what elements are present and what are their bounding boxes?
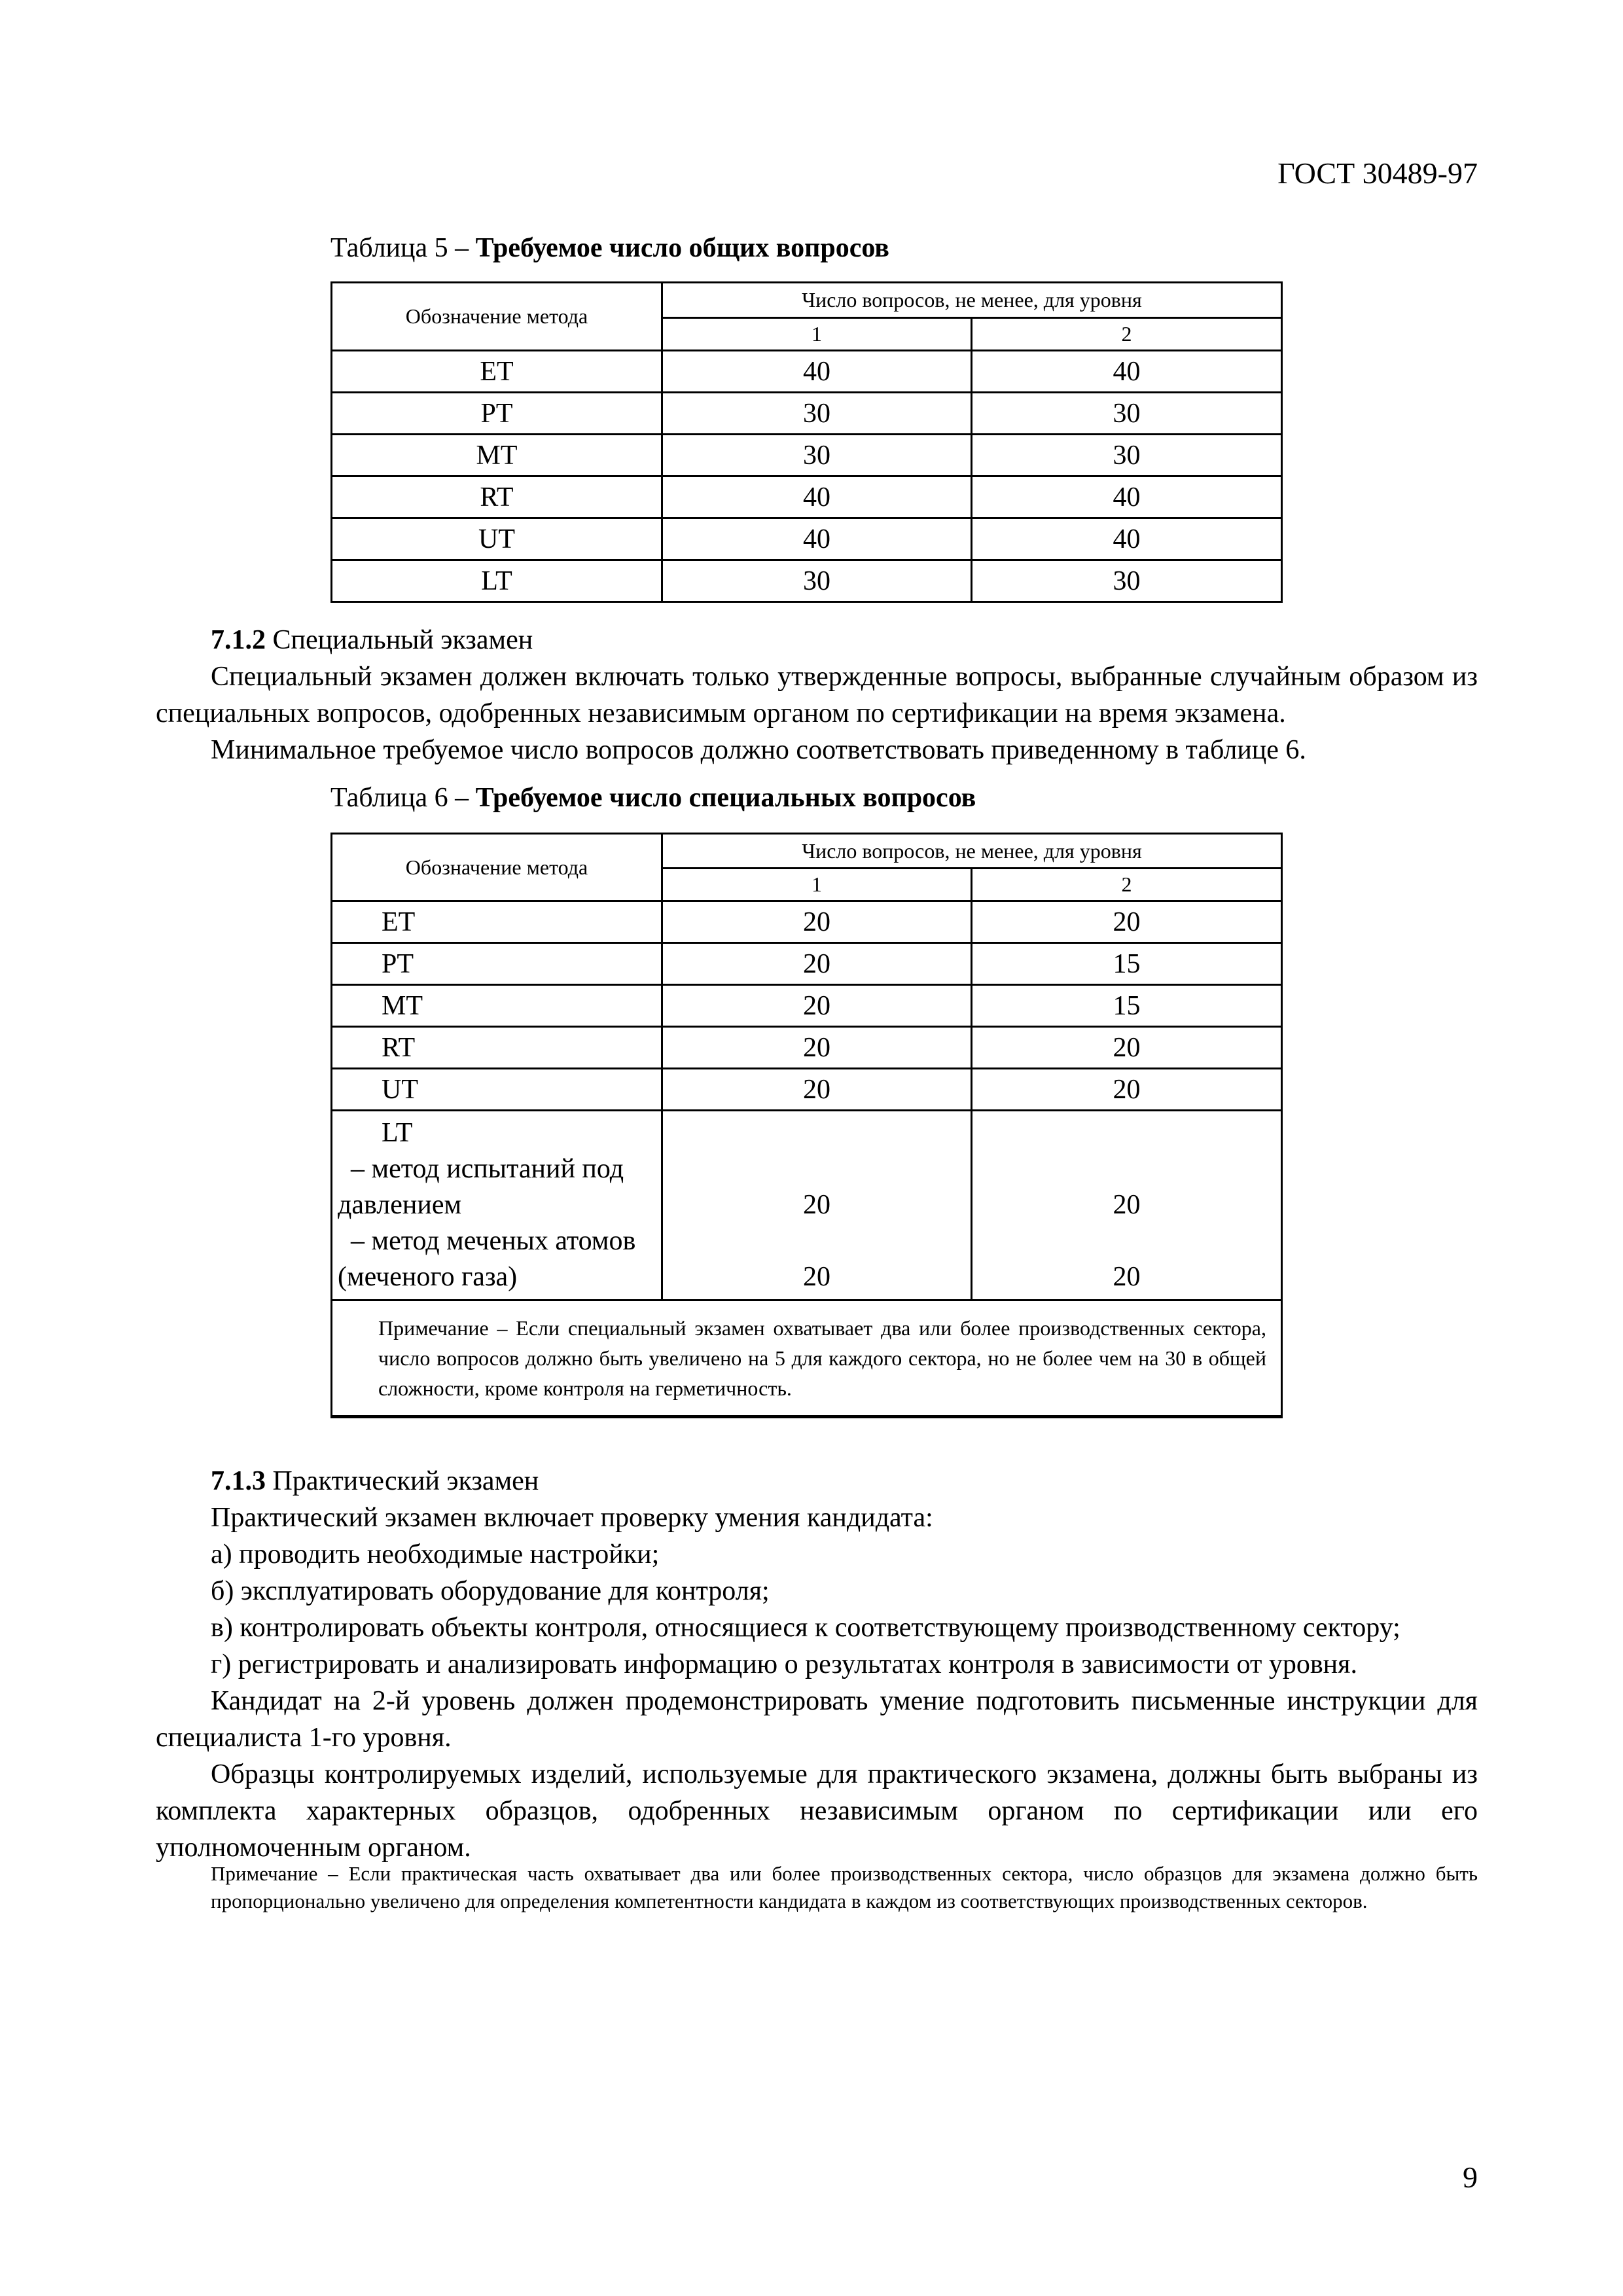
table-row (332, 985, 1282, 1027)
level2-cell: 30 (972, 393, 1282, 435)
table5-header-method: Обозначение метода (332, 283, 662, 351)
table6-header-level1: 1 (662, 869, 972, 901)
section-title: Практический экзамен (272, 1466, 539, 1496)
table5-header-level2: 2 (972, 318, 1282, 351)
table6-header-level2: 2 (972, 869, 1282, 901)
table6 (330, 833, 1283, 1418)
table5-header-level1: 1 (662, 318, 972, 351)
method-cell: UT (332, 1069, 662, 1111)
method-cell (332, 1111, 662, 1300)
value: 20 (803, 1262, 830, 1292)
level1-cell: 30 (662, 393, 972, 435)
table6-header-group: Число вопросов, не менее, для уровня (662, 834, 1282, 869)
level2-cell: 30 (972, 435, 1282, 476)
method-cell: PT (332, 943, 662, 985)
section-number: 7.1.2 (211, 625, 266, 655)
table5-caption-title: Требуемое число общих вопросов (475, 233, 889, 263)
paragraph: Кандидат на 2-й уровень должен продемонстрировать умение подготовить письменные инструкции для специалиста 1-го уровня. (156, 1686, 1478, 1753)
level1-cell (662, 1111, 972, 1300)
list-item: в) контролировать объекты контроля, относящиеся к соответствующему производственному сектору; (211, 1613, 1400, 1643)
table6-note: Примечание – Если специальный экзамен охватывает два или более производственных сектора, число вопросов должно быть увеличено на 5 для каждого сектора, но не более чем на 30 в общей сложности, кроме контроля на герметичность. (332, 1300, 1282, 1417)
level1-cell: 40 (662, 518, 972, 560)
table-row (332, 393, 1282, 435)
list-item: г) регистрировать и анализировать информацию о результатах контроля в зависимости от уровня. (211, 1649, 1357, 1679)
level2-cell: 20 (972, 1069, 1282, 1111)
method-cell: RT (332, 1027, 662, 1069)
method-cell: ET (332, 901, 662, 943)
method-cell: LT (332, 560, 662, 602)
table6-caption (330, 782, 976, 814)
level1-cell: 20 (662, 985, 972, 1027)
table-row (332, 435, 1282, 476)
table-row (332, 560, 1282, 602)
table6-header-method: Обозначение метода (332, 834, 662, 901)
table-row (332, 901, 1282, 943)
table6-caption-title: Требуемое число специальных вопросов (475, 783, 976, 813)
level2-cell: 15 (972, 985, 1282, 1027)
method-lt-sub1: – метод испытаний под давлением (338, 1154, 624, 1220)
level2-cell: 20 (972, 901, 1282, 943)
method-cell: RT (332, 476, 662, 518)
level2-cell: 40 (972, 476, 1282, 518)
method-cell: MT (332, 985, 662, 1027)
table5 (330, 281, 1283, 603)
table-row-lt (332, 1111, 1282, 1300)
table-note-row (332, 1300, 1282, 1417)
method-cell: PT (332, 393, 662, 435)
section-7-1-3 (156, 1463, 1478, 1866)
method-cell: UT (332, 518, 662, 560)
table-row (332, 943, 1282, 985)
level1-cell: 20 (662, 901, 972, 943)
method-lt: LT (382, 1118, 413, 1148)
level1-cell: 30 (662, 560, 972, 602)
method-lt-sub2: – метод меченых атомов (меченого газа) (338, 1226, 636, 1292)
level2-cell: 30 (972, 560, 1282, 602)
paragraph: Практический экзамен включает проверку умения кандидата: (211, 1503, 933, 1533)
section-title: Специальный экзамен (272, 625, 533, 655)
page-number: 9 (1463, 2161, 1478, 2194)
level2-cell: 40 (972, 351, 1282, 393)
table6-caption-prefix: Таблица 6 – (330, 783, 469, 813)
level1-cell: 40 (662, 476, 972, 518)
level2-cell: 15 (972, 943, 1282, 985)
list-item: б) эксплуатировать оборудование для контроля; (211, 1576, 770, 1606)
document-code: ГОСТ 30489-97 (1277, 156, 1478, 190)
table-row (332, 518, 1282, 560)
paragraph: Образцы контролируемых изделий, используемые для практического экзамена, должны быть выбраны из комплекта характерных образцов, одобренных независимым органом по сертификации или его уполномоченным органом. (156, 1759, 1478, 1863)
table5-caption-prefix: Таблица 5 – (330, 233, 469, 263)
section-note: Примечание – Если практическая часть охватывает два или более производственных сектора, число образцов для экзамена должно быть пропорционально увеличено для определения компетентности кандидата в каждом из соответствующих производственных секторов. (211, 1862, 1478, 1912)
paragraph: Минимальное требуемое число вопросов должно соответствовать приведенному в таблице 6. (211, 735, 1306, 765)
table5-header-group: Число вопросов, не менее, для уровня (662, 283, 1282, 318)
level1-cell: 40 (662, 351, 972, 393)
paragraph: Специальный экзамен должен включать только утвержденные вопросы, выбранные случайным образом из специальных вопросов, одобренных независимым органом по сертификации на время экзамена. (156, 662, 1478, 728)
table-row (332, 351, 1282, 393)
level2-cell (972, 1111, 1282, 1300)
method-cell: ET (332, 351, 662, 393)
value: 20 (1113, 1190, 1141, 1220)
section-7-1-2 (156, 622, 1478, 768)
table-row (332, 1027, 1282, 1069)
section-number: 7.1.3 (211, 1466, 266, 1496)
value: 20 (803, 1190, 830, 1220)
level1-cell: 20 (662, 1069, 972, 1111)
level1-cell: 30 (662, 435, 972, 476)
level2-cell: 40 (972, 518, 1282, 560)
list-item: а) проводить необходимые настройки; (211, 1539, 660, 1570)
method-cell: MT (332, 435, 662, 476)
table-row (332, 476, 1282, 518)
level2-cell: 20 (972, 1027, 1282, 1069)
table5-caption (330, 232, 889, 264)
table-row (332, 1069, 1282, 1111)
value: 20 (1113, 1262, 1141, 1292)
level1-cell: 20 (662, 1027, 972, 1069)
level1-cell: 20 (662, 943, 972, 985)
